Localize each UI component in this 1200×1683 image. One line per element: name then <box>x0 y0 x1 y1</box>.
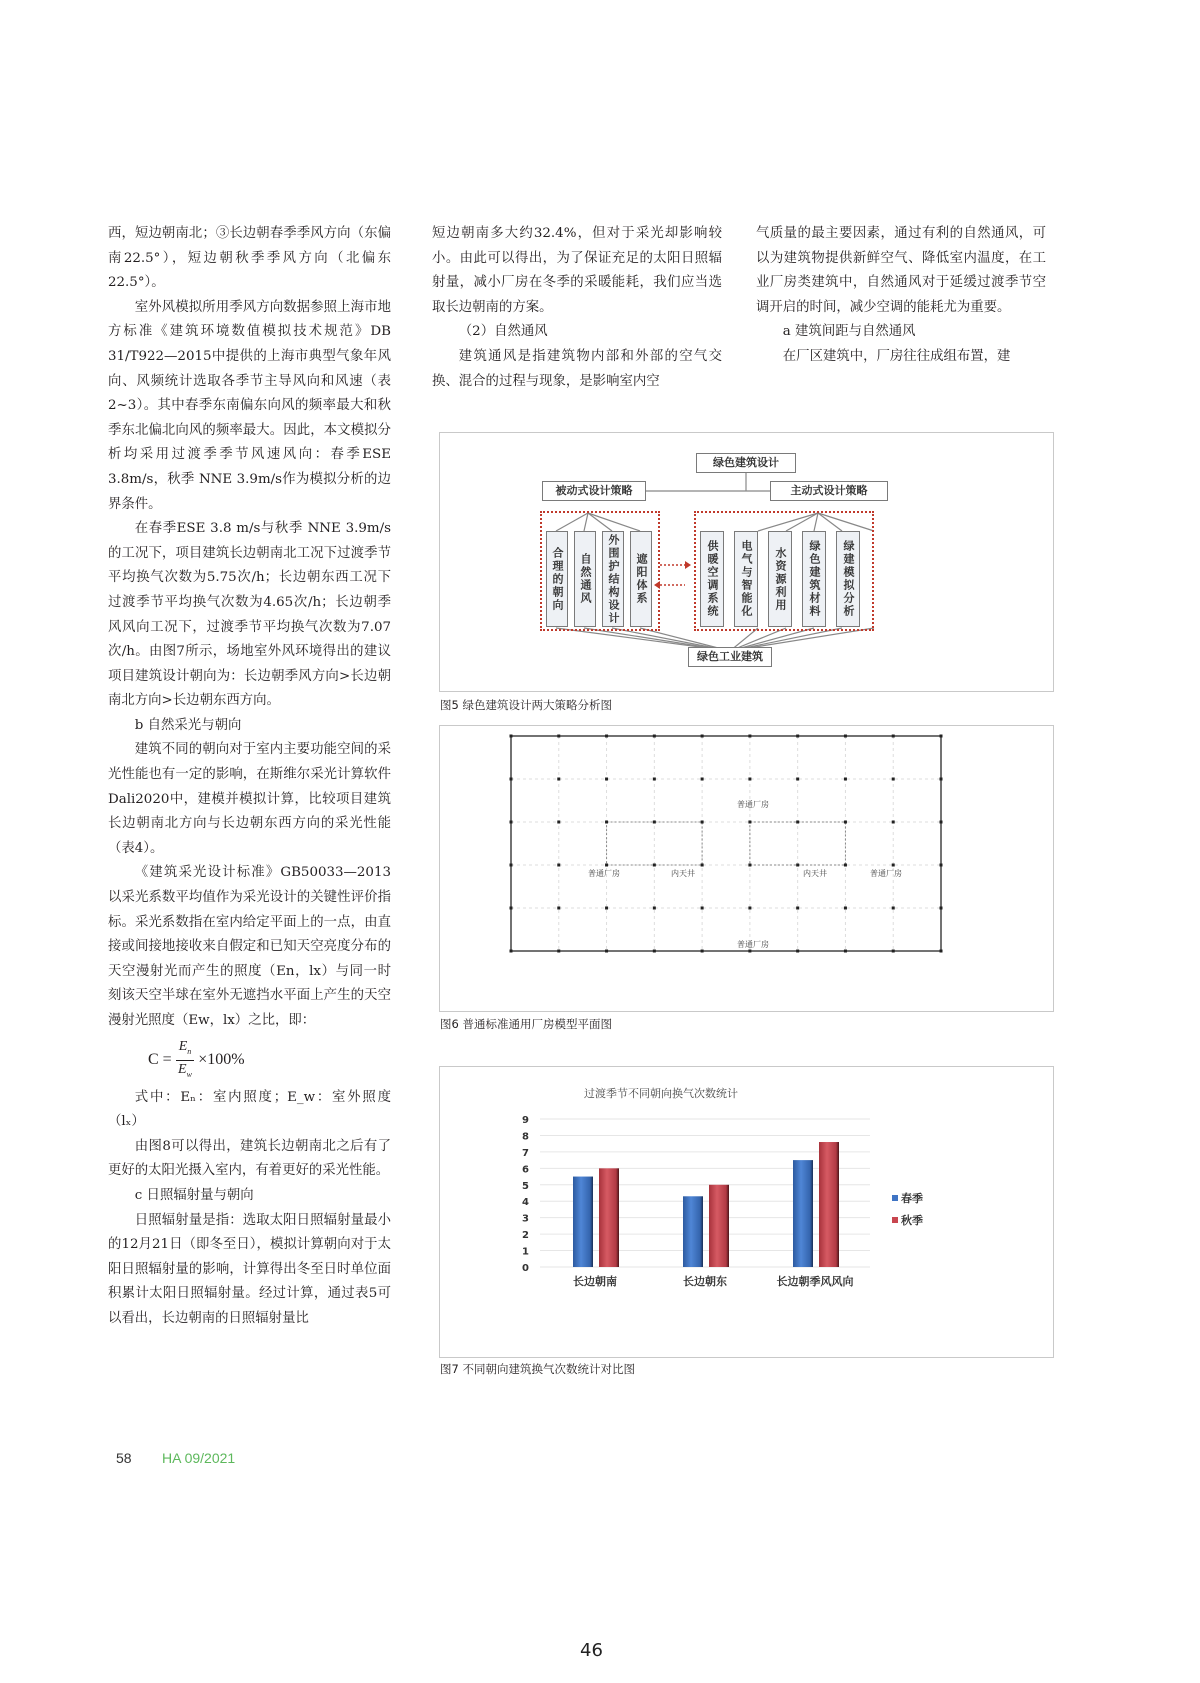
column-marker <box>557 735 560 738</box>
formula-denominator: E <box>178 1062 187 1078</box>
paragraph: 气质量的最主要因素，通过有利的自然通风，可以为建筑物提供新鲜空气、降低室内温度，在工业厂房类建筑中，自然通风对于延缓过渡季节空调开启的时间，减少空调的能耗尤为重要。 <box>756 226 1046 315</box>
column-marker <box>510 821 513 824</box>
scan-page-number: 46 <box>580 1640 603 1661</box>
x-category-label: 长边朝季风风向 <box>776 1275 854 1288</box>
active-strategy-item: 水资源利用 <box>768 531 792 627</box>
column-marker <box>892 907 895 910</box>
diagram-root-node: 绿色建筑设计 <box>696 453 796 473</box>
column-marker <box>653 864 656 867</box>
column-marker <box>748 821 751 824</box>
column-marker <box>796 950 799 953</box>
column-marker <box>510 950 513 953</box>
column-marker <box>940 778 943 781</box>
column-marker <box>557 778 560 781</box>
figure-6-frame <box>439 725 1054 1012</box>
column-marker <box>605 821 608 824</box>
formula-numerator-sub: n <box>187 1047 192 1057</box>
y-tick-label: 2 <box>522 1230 529 1242</box>
paragraph: 在厂区建筑中，厂房往往成组布置，建 <box>782 348 1011 364</box>
formula-lhs: C = <box>148 1051 172 1069</box>
y-tick-label: 4 <box>522 1197 529 1209</box>
column-marker <box>892 864 895 867</box>
floor-plan <box>440 726 1053 1011</box>
figure-5-caption: 图5 绿色建筑设计两大策略分析图 <box>440 698 612 712</box>
column-marker <box>940 950 943 953</box>
column-marker <box>557 821 560 824</box>
plan-label-atrium-left: 内天井 <box>671 869 695 878</box>
column-marker <box>701 778 704 781</box>
passive-strategy-item: 遮阳体系 <box>630 531 652 627</box>
formula-rhs: ×100% <box>198 1051 245 1069</box>
active-strategy-item: 电气与智能化 <box>734 531 758 627</box>
bar-spring <box>793 1160 813 1267</box>
paragraph: 建筑通风是指建筑物内部和外部的空气交换、混合的过程与现象，是影响室内空 <box>432 348 722 389</box>
formula-denominator-sub: w <box>186 1069 192 1079</box>
figure-6-caption: 图6 普通标准通用厂房模型平面图 <box>440 1017 612 1031</box>
column-marker <box>653 778 656 781</box>
figure-5-frame <box>439 432 1054 692</box>
column-marker <box>940 864 943 867</box>
column-marker <box>510 907 513 910</box>
column-marker <box>701 735 704 738</box>
column-marker <box>796 735 799 738</box>
column-marker <box>653 950 656 953</box>
column-marker <box>605 778 608 781</box>
bar-spring <box>683 1196 703 1267</box>
column-marker <box>844 950 847 953</box>
x-category-label: 长边朝南 <box>573 1275 617 1288</box>
legend-label: 春季 <box>901 1192 923 1205</box>
plan-label-top: 普通厂房 <box>737 800 769 809</box>
x-category-label: 长边朝东 <box>683 1275 727 1288</box>
column-marker <box>844 907 847 910</box>
column-marker <box>940 907 943 910</box>
active-strategy-item: 绿色建筑材料 <box>802 531 826 627</box>
column-marker <box>892 735 895 738</box>
paragraph: 《建筑采光设计标准》GB50033—2013以采光系数平均值作为采光设计的关键性评价指标。采光系数指在室内给定平面上的一点，由直接或间接地接收来自假定和已知天空亮度分布的天空漫射光而产生的照度（En，lx）与同一时刻该天空半球在室外无遮挡水平面上产生的天空漫射光照度（Ew，lx）之比，即： <box>108 865 391 1028</box>
column-marker <box>844 821 847 824</box>
column-marker <box>510 864 513 867</box>
y-tick-label: 5 <box>522 1180 529 1192</box>
bar-autumn <box>709 1185 729 1267</box>
column-marker <box>844 778 847 781</box>
column-marker <box>748 778 751 781</box>
active-strategy-item: 绿建模拟分析 <box>836 531 860 627</box>
column-marker <box>748 864 751 867</box>
paragraph: 由图8可以得出，建筑长边朝南北之后有了更好的太阳光摄入室内，有着更好的采光性能。 <box>108 1138 391 1179</box>
paragraph: 日照辐射量是指：选取太阳日照辐射量最小的12月21日（即冬至日），模拟计算朝向对于太阳日照辐射量的影响，计算得出冬至日时单位面积累计太阳日照辐射量。经过计算，通过表5可以看出，长边朝南的日照辐射量比 <box>108 1212 391 1326</box>
paragraph: 建筑不同的朝向对于室内主要功能空间的采光性能也有一定的影响，在斯维尔采光计算软件Dali2020中，建模并模拟计算，比较项目建筑长边朝南北方向与长边朝东西方向的采光性能（表4）。 <box>108 742 391 856</box>
text-column-3 <box>756 222 1046 370</box>
bar-spring <box>573 1177 593 1267</box>
column-marker <box>844 864 847 867</box>
legend-label: 秋季 <box>901 1214 923 1227</box>
column-marker <box>940 735 943 738</box>
y-tick-label: 9 <box>522 1115 529 1126</box>
plan-label-right: 普通厂房 <box>870 869 902 878</box>
column-marker <box>701 864 704 867</box>
plan-label-left: 普通厂房 <box>588 869 620 878</box>
y-tick-label: 1 <box>522 1246 529 1258</box>
column-marker <box>796 907 799 910</box>
paragraph: b 自然采光与朝向 <box>134 717 242 733</box>
column-marker <box>892 821 895 824</box>
footer-magazine-issue: HA 09/2021 <box>162 1450 236 1466</box>
daylight-factor-formula <box>148 1038 391 1084</box>
column-marker <box>701 907 704 910</box>
y-tick-label: 7 <box>522 1147 529 1159</box>
column-marker <box>557 907 560 910</box>
diagram-active-strategy-node: 主动式设计策略 <box>770 481 888 501</box>
column-marker <box>653 907 656 910</box>
column-marker <box>892 778 895 781</box>
plan-label-atrium-right: 内天井 <box>803 869 827 878</box>
formula-fraction <box>176 1038 195 1083</box>
paragraph: c 日照辐射量与朝向 <box>134 1187 254 1203</box>
chart-title: 过渡季节不同朝向换气次数统计 <box>584 1087 738 1100</box>
text-column-2 <box>432 222 722 394</box>
column-marker <box>796 821 799 824</box>
paragraph: 在春季ESE 3.8 m/s与秋季 NNE 3.9m/s的工况下，项目建筑长边朝南北工况下过渡季节平均换气次数为5.75次/h；长边朝东西工况下过渡季节平均换气次数为4.65次/h；长边朝季风风向工况下，过渡季节平均换气次数为7.07次/h。由图7所示，场地室外风环境得出的建议项目建筑设计朝向为：长边朝季风方向>长边朝南北方向>长边朝东西方向。 <box>108 521 391 709</box>
bar-autumn <box>819 1142 839 1267</box>
paragraph: 式中：Eₙ：室内照度；E_w：室外照度（lₓ） <box>108 1089 391 1130</box>
column-marker <box>653 735 656 738</box>
column-marker <box>605 864 608 867</box>
paragraph: （2）自然通风 <box>458 324 548 340</box>
column-marker <box>892 950 895 953</box>
diagram-passive-strategy-node: 被动式设计策略 <box>542 481 646 501</box>
bar-chart <box>440 1067 1053 1357</box>
figure-7-frame <box>439 1066 1054 1358</box>
formula-numerator: E <box>178 1039 188 1055</box>
bar-autumn <box>599 1168 619 1267</box>
y-tick-label: 8 <box>522 1131 529 1143</box>
column-marker <box>653 821 656 824</box>
column-marker <box>605 907 608 910</box>
y-tick-label: 6 <box>522 1164 529 1176</box>
column-marker <box>557 950 560 953</box>
column-marker <box>748 907 751 910</box>
column-marker <box>796 864 799 867</box>
paragraph: 短边朝南多大约32.4%，但对于采光却影响较小。由此可以得出，为了保证充足的太阳日照辐射量，减小厂房在冬季的采暖能耗，我们应当选取长边朝南的方案。 <box>432 226 722 315</box>
plan-outline <box>511 736 941 951</box>
legend-swatch <box>892 1195 898 1201</box>
passive-strategy-item: 合理的朝向 <box>546 531 568 627</box>
column-marker <box>844 735 847 738</box>
legend-swatch <box>892 1217 898 1223</box>
paragraph: 西，短边朝南北；③长边朝春季季风方向（东偏南22.5°），短边朝秋季季风方向（北偏东22.5°）。 <box>108 226 391 291</box>
column-marker <box>701 950 704 953</box>
column-marker <box>701 821 704 824</box>
paragraph: 室外风模拟所用季风方向数据参照上海市地方标准《建筑环境数值模拟技术规范》DB 31/T922—2015中提供的上海市典型气象年风向、风频统计选取各季节主导风向和风速（表2~3）。其中春季东南偏东向风的频率最大和秋季东北偏北向风的频率最大。因此，本文模拟分析均采用过渡季季节风速风向：春季ESE 3.8m/s，秋季 NNE 3.9m/s作为模拟分析的边界条件。 <box>108 299 391 512</box>
paragraph: a 建筑间距与自然通风 <box>782 324 916 340</box>
column-marker <box>510 778 513 781</box>
passive-strategy-item: 自然通风 <box>574 531 596 627</box>
diagram-bottom-node: 绿色工业建筑 <box>688 647 772 667</box>
active-strategy-item: 供暖空调系统 <box>700 531 724 627</box>
text-column-1 <box>108 222 391 1332</box>
footer-page-number: 58 <box>116 1450 132 1466</box>
column-marker <box>605 950 608 953</box>
plan-label-bottom: 普通厂房 <box>737 940 769 949</box>
passive-strategy-item: 外围护结构设计 <box>602 531 624 627</box>
y-tick-label: 0 <box>522 1263 529 1274</box>
column-marker <box>748 735 751 738</box>
column-marker <box>557 864 560 867</box>
figure-7-caption: 图7 不同朝向建筑换气次数统计对比图 <box>440 1362 635 1376</box>
y-tick-label: 3 <box>522 1213 529 1225</box>
column-marker <box>940 821 943 824</box>
column-marker <box>796 778 799 781</box>
column-marker <box>605 735 608 738</box>
column-marker <box>510 735 513 738</box>
